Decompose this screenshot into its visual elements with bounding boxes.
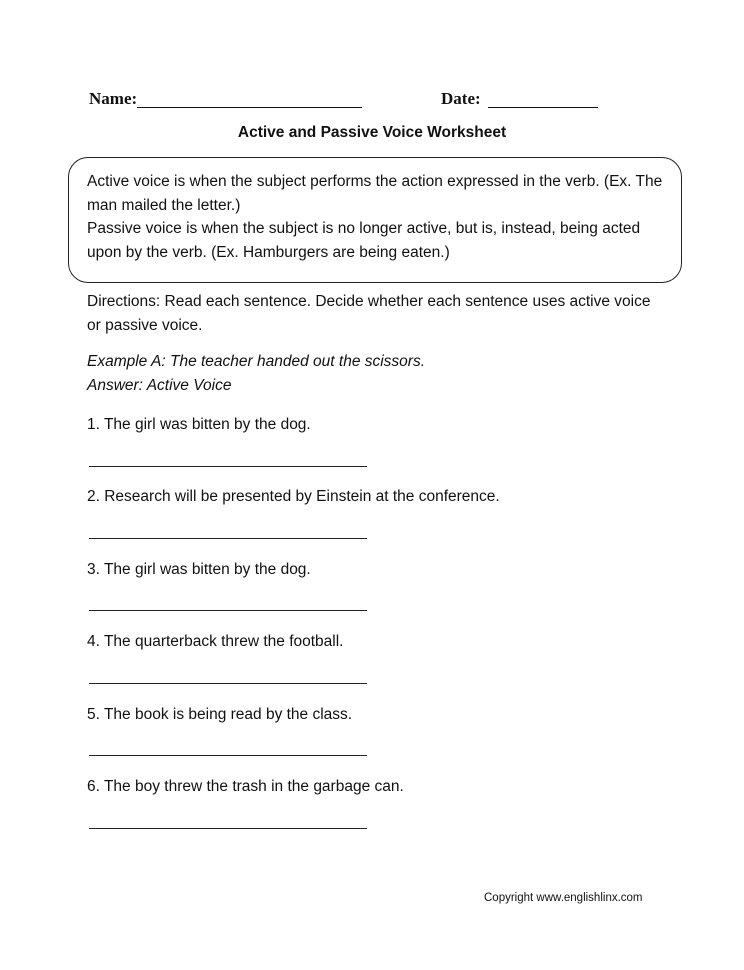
directions: Directions: Read each sentence. Decide whether each sentence uses active voice or passive voice. bbox=[87, 293, 651, 334]
name-blank-line bbox=[137, 107, 362, 108]
answer-line-5 bbox=[89, 755, 367, 756]
copyright-notice: Copyright www.englishlinx.com bbox=[484, 892, 643, 904]
date-label: Date: bbox=[441, 89, 481, 108]
answer-line-3 bbox=[89, 610, 367, 611]
question-3: 3. The girl was bitten by the dog. bbox=[87, 561, 311, 578]
answer-line-1 bbox=[89, 466, 367, 467]
answer-line-2 bbox=[89, 538, 367, 539]
example-answer: Answer: Active Voice bbox=[87, 377, 232, 394]
passive-voice-definition: Passive voice is when the subject is no longer active, but is, instead, being acted upon by the verb. (Ex. Hamburgers are being eaten.) bbox=[87, 220, 641, 261]
question-4: 4. The quarterback threw the football. bbox=[87, 633, 344, 650]
worksheet-title: Active and Passive Voice Worksheet bbox=[237, 124, 507, 141]
example bbox=[87, 350, 425, 398]
question-6: 6. The boy threw the trash in the garbage can. bbox=[87, 778, 404, 795]
example-sentence: Example A: The teacher handed out the scissors. bbox=[87, 353, 426, 370]
active-voice-definition: Active voice is when the subject performs the action expressed in the verb. (Ex. The man mailed the letter.) bbox=[87, 173, 663, 214]
question-5: 5. The book is being read by the class. bbox=[87, 706, 353, 723]
answer-line-6 bbox=[89, 828, 367, 829]
question-1: 1. The girl was bitten by the dog. bbox=[87, 416, 311, 433]
definition-text bbox=[87, 170, 677, 264]
date-blank-line bbox=[488, 107, 598, 108]
name-label: Name: bbox=[89, 89, 138, 108]
question-2: 2. Research will be presented by Einstein at the conference. bbox=[87, 488, 500, 505]
answer-line-4 bbox=[89, 683, 367, 684]
